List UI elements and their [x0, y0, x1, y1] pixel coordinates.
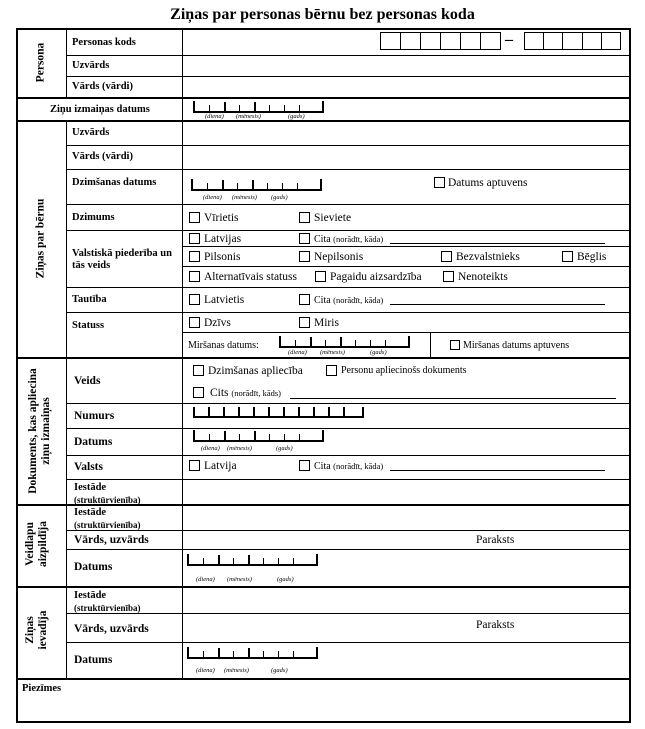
form-title: Ziņas par personas bērnu bez personas koda — [170, 6, 475, 23]
iev-vards-label: Vārds, uzvārds — [74, 623, 149, 635]
dok-datums-label: Datums — [74, 436, 113, 448]
veid-gads: (gads) — [277, 576, 294, 583]
valstiska-pieder-label — [72, 248, 172, 272]
iev-diena: (diena) — [196, 667, 215, 674]
valstiska-line1: Valstiskā piederība un — [72, 248, 172, 259]
cita-valst-label — [314, 233, 383, 246]
alternativais-label: Alternatīvais statuss — [204, 271, 297, 283]
mirsanas-menesis: (mēnesis) — [320, 349, 345, 356]
personas-kods-part1[interactable] — [380, 32, 501, 50]
izmainas-gads: (gads) — [288, 113, 305, 120]
izmainas-date-input[interactable] — [193, 101, 324, 113]
izmainas-menesis: (mēnesis) — [236, 113, 261, 120]
dok-cits-label — [210, 387, 281, 399]
section-ievadija-line2: ievadīja — [37, 610, 49, 650]
personas-kods-dash: – — [505, 31, 513, 48]
dzimums-label: Dzimums — [72, 212, 115, 223]
pagaidu-label: Pagaidu aizsardzība — [330, 271, 422, 283]
latvija-checkbox[interactable] — [189, 460, 200, 471]
cita-tautiba-line[interactable] — [390, 304, 605, 305]
latvietis-checkbox[interactable] — [189, 294, 200, 305]
sieviete-checkbox[interactable] — [299, 212, 310, 223]
valsts-cita-hint: (norādīt, kāda) — [333, 461, 384, 471]
veid-diena: (diena) — [196, 576, 215, 583]
dok-cits-checkbox[interactable] — [193, 387, 204, 398]
dok-iestade-label — [74, 482, 141, 506]
dok-iestade-text: Iestāde — [74, 482, 107, 493]
dzimsanas-date-input[interactable] — [191, 179, 322, 191]
valsts-cita-text: Cita — [314, 461, 331, 472]
dzimsanas-menesis: (mēnesis) — [232, 194, 257, 201]
dzimsanas-diena: (diena) — [203, 194, 222, 201]
dzimsanas-datums-label: Dzimšanas datums — [72, 177, 157, 188]
section-veidlapu — [24, 504, 50, 584]
valsts-label: Valsts — [74, 461, 103, 473]
nepilsonis-checkbox[interactable] — [299, 251, 310, 262]
personas-kods-label: Personas kods — [72, 37, 136, 48]
datums-aptuvens-label: Datums aptuvens — [448, 177, 528, 189]
veid-vards-label: Vārds, uzvārds — [74, 534, 149, 546]
iev-date-input[interactable] — [187, 647, 318, 659]
section-zinas-par-bernu: Ziņas par bērnu — [34, 198, 47, 279]
iev-menesis: (mēnesis) — [224, 667, 249, 674]
personu-apliec-label: Personu apliecinošs dokuments — [341, 365, 467, 376]
cita-tautiba-hint: (norādīt, kāda) — [333, 295, 384, 305]
mirsanas-diena: (diena) — [288, 349, 307, 356]
dok-gads: (gads) — [276, 445, 293, 452]
veid-iestade-text: Iestāde — [74, 507, 107, 518]
dzivs-label: Dzīvs — [204, 317, 231, 329]
virietis-checkbox[interactable] — [189, 212, 200, 223]
cita-valst-text: Cita — [314, 234, 331, 245]
veid-iestade-label — [74, 507, 141, 531]
miris-checkbox[interactable] — [299, 317, 310, 328]
dzimsanas-apliec-label: Dzimšanas apliecība — [208, 365, 303, 377]
dok-date-input[interactable] — [193, 430, 324, 442]
berns-uzvards-label: Uzvārds — [72, 127, 110, 138]
cita-tautiba-checkbox[interactable] — [299, 294, 310, 305]
cita-tautiba-text: Cita — [314, 295, 331, 306]
latvietis-label: Latvietis — [204, 294, 245, 306]
veid-paraksts-label: Paraksts — [476, 534, 515, 546]
section-dokuments-line2: ziņu izmaiņas — [40, 397, 52, 465]
iev-datums-label: Datums — [74, 654, 113, 666]
beglis-checkbox[interactable] — [562, 251, 573, 262]
piezimes-label: Piezīmes — [22, 683, 62, 694]
beglis-label: Bēglis — [577, 251, 607, 263]
iev-iestade-label — [74, 590, 141, 614]
mirsanas-gads: (gads) — [370, 349, 387, 356]
mirsanas-datums-label: Miršanas datums: — [188, 340, 259, 351]
tautiba-label: Tautība — [72, 294, 107, 305]
persona-vards-label: Vārds (vārdi) — [72, 81, 133, 92]
nenoteikts-checkbox[interactable] — [443, 271, 454, 282]
mirsanas-aptuvens-label: Miršanas datums aptuvens — [463, 340, 570, 351]
mirsanas-date-input[interactable] — [279, 336, 410, 348]
dok-cits-text: Cits — [210, 387, 229, 399]
cita-valst-hint: (norādīt, kāda) — [333, 234, 384, 244]
dok-struktur-text: (struktūrvienība) — [74, 495, 141, 505]
latvijas-label: Latvijas — [204, 233, 242, 245]
veid-date-input[interactable] — [187, 554, 318, 566]
miris-label: Miris — [314, 317, 339, 329]
dok-veids-label: Veids — [74, 375, 101, 387]
section-ievadija-line1: Ziņas — [24, 616, 36, 644]
section-dokuments-line1: Dokuments, kas apliecina — [27, 368, 39, 494]
mirsanas-aptuvens-checkbox[interactable] — [450, 340, 460, 350]
izmainas-diena: (diena) — [205, 113, 224, 120]
dzivs-checkbox[interactable] — [189, 317, 200, 328]
numurs-label: Numurs — [74, 410, 115, 422]
nepilsonis-label: Nepilsonis — [314, 251, 364, 263]
iev-iestade-text: Iestāde — [74, 590, 107, 601]
section-veidlapu-line1: Veidlapu — [24, 522, 36, 566]
veid-struktur-text: (struktūrvienība) — [74, 520, 141, 530]
valsts-cita-line[interactable] — [390, 470, 605, 471]
piezimes-area[interactable] — [18, 697, 629, 721]
datums-aptuvens-checkbox[interactable] — [434, 177, 445, 188]
personu-apliec-checkbox[interactable] — [326, 365, 337, 376]
numurs-input[interactable] — [193, 406, 364, 418]
sieviete-label: Sieviete — [314, 212, 352, 224]
pilsonis-checkbox[interactable] — [189, 251, 200, 262]
cita-valst-checkbox[interactable] — [299, 233, 310, 244]
valsts-cita-label — [314, 460, 383, 473]
izmainas-datums-label: Ziņu izmaiņas datums — [50, 104, 150, 115]
section-veidlapu-line2: aizpildīja — [37, 521, 49, 568]
berns-vards-label: Vārds (vārdi) — [72, 151, 133, 162]
section-persona: Persona — [34, 42, 47, 83]
pilsonis-label: Pilsonis — [204, 251, 241, 263]
persona-uzvards-label: Uzvārds — [72, 60, 110, 71]
section-ievadija — [24, 590, 50, 670]
iev-struktur-text: (struktūrvienība) — [74, 603, 141, 613]
dzimsanas-gads: (gads) — [271, 194, 288, 201]
bezvalstnieks-label: Bezvalstnieks — [456, 251, 520, 263]
valsts-cita-checkbox[interactable] — [299, 460, 310, 471]
valstiska-line2: tās veids — [72, 260, 111, 271]
statuss-label: Statuss — [72, 320, 105, 331]
veid-datums-label: Datums — [74, 561, 113, 573]
pagaidu-checkbox[interactable] — [315, 271, 326, 282]
virietis-label: Vīrietis — [204, 212, 239, 224]
latvija-label: Latvija — [204, 460, 237, 472]
personas-kods-part2[interactable] — [524, 32, 621, 50]
section-dokuments — [27, 361, 53, 501]
bezvalstnieks-checkbox[interactable] — [441, 251, 452, 262]
nenoteikts-label: Nenoteikts — [458, 271, 508, 283]
dok-cits-hint: (norādīt, kāds) — [231, 388, 281, 398]
iev-gads: (gads) — [271, 667, 288, 674]
dok-diena: (diena) — [201, 445, 220, 452]
veid-menesis: (mēnesis) — [227, 576, 252, 583]
alternativais-checkbox[interactable] — [189, 271, 200, 282]
dzimsanas-apliec-checkbox[interactable] — [193, 365, 204, 376]
dok-cits-line[interactable] — [290, 398, 616, 399]
latvijas-checkbox[interactable] — [189, 233, 200, 244]
iev-paraksts-label: Paraksts — [476, 619, 515, 631]
cita-tautiba-label — [314, 294, 383, 307]
cita-valst-line[interactable] — [390, 243, 605, 244]
dok-menesis: (mēnesis) — [227, 445, 252, 452]
